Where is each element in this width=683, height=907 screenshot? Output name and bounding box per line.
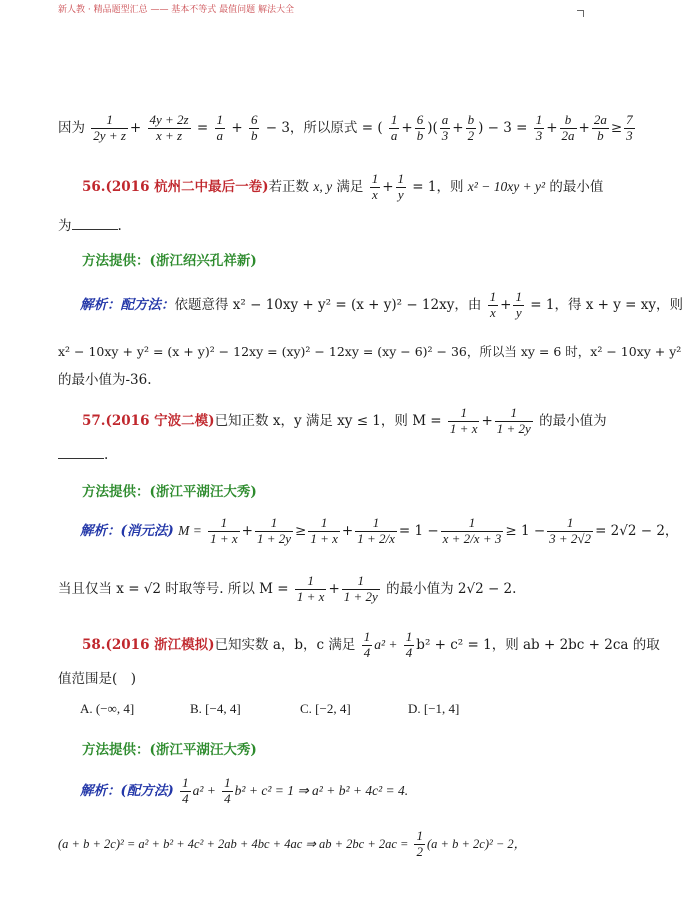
fraction: $\frac{1}{1 + x}$ (296, 573, 325, 604)
fraction: $\frac{1}{x + 2/x + 3}$ (442, 515, 502, 546)
fraction: $\frac{1}{a}$ (390, 112, 398, 143)
problem-57-statement: 57.(2016 宁波二模)已知正数 x，y 满足 xy ≤ 1，则 M = $\frac{1}{1 + x}$ + $\frac{1}{1 + 2y}$ 的最小值为 (82, 405, 607, 436)
fraction: $\frac{1}{2}$ (416, 828, 423, 859)
choice-a: A. (−∞, 4] (80, 701, 135, 716)
problem-58-line2: 值范围是( ) (58, 671, 137, 687)
problem-57-line2: . (58, 446, 108, 463)
fraction: $\frac{1}{1 + 2y}$ (256, 515, 292, 546)
fraction: $\frac{1}{4}$ (182, 775, 189, 806)
method-provider-3: 方法提供：(浙江平湖汪大秀) (82, 742, 257, 758)
fraction: $\frac{b}{2a}$ (561, 112, 575, 143)
fraction: $\frac{a}{3}$ (441, 112, 449, 143)
fraction: $\frac{1}{1 + 2y}$ (496, 405, 531, 436)
answer-blank (58, 446, 104, 459)
fraction: $\frac{1}{1 + x}$ (449, 405, 478, 436)
fraction: $\frac{1}{1 + 2y}$ (343, 573, 378, 604)
fraction: $\frac{1}{1 + 2/x}$ (357, 515, 395, 546)
fraction: $\frac{1}{a}$ (216, 112, 224, 143)
fraction: $\frac{1}{4}$ (224, 775, 231, 806)
intro-line: 因为 $\frac{1}{2y + z}$ + $\frac{4y + 2z}{x + z}$ = $\frac{1}{a}$ + $\frac{6}{b}$ − 3，所以原式 = ( $\frac{1}{a}$ + $\frac{6}{b}$ )( $\frac{a}{3}$ + $\frac{b}{2}$ ) − 3 = $\frac{1}{3}$ + $\frac{b}{2a}$ + $\frac{2a}{b}$ ≥ $\frac{7}{3}$ (58, 112, 633, 143)
fraction: $\frac{1}{x}$ (489, 289, 497, 320)
choice-c: C. [−2, 4] (300, 701, 351, 716)
analysis-2-line2: 当且仅当 x = √2 时取等号. 所以 M = $\frac{1}{1 + x}$ + $\frac{1}{1 + 2y}$ 的最小值为 2√2 − 2. (58, 573, 517, 604)
analysis-1-line1: 解析：配方法：依题意得 x² − 10xy + y² = (x + y)² − 12xy，由 $\frac{1}{x}$ + $\frac{1}{y}$ = 1，得 x + y = xy，则 (80, 289, 683, 320)
problem-56-statement: 56.(2016 杭州二中最后一卷)若正数 x, y 满足 $\frac{1}{x}$ + $\frac{1}{y}$ = 1，则 x² − 10xy + y² 的最小值 (82, 171, 604, 202)
fraction: $\frac{1}{1 + x}$ (310, 515, 338, 546)
corner-mark (577, 10, 584, 17)
fraction: $\frac{6}{b}$ (416, 112, 424, 143)
choice-d: D. [−1, 4] (408, 701, 460, 716)
fraction: $\frac{b}{2}$ (467, 112, 475, 143)
header-strip: 新人教 · 精品题型汇总 —— 基本不等式 最值问题 解法大全 (58, 5, 295, 15)
fraction: $\frac{2a}{b}$ (593, 112, 607, 143)
analysis-1-line2: x² − 10xy + y² = (x + y)² − 12xy = (xy)² − 12xy = (xy − 6)² − 36，所以当 xy = 6 时，x² − 10xy + y² (58, 344, 682, 359)
method-provider-2: 方法提供：(浙江平湖汪大秀) (82, 484, 257, 500)
fraction: $\frac{6}{b}$ (250, 112, 258, 143)
analysis-2-line1: 解析：(消元法) M = $\frac{1}{1 + x}$ + $\frac{1}{1 + 2y}$ ≥ $\frac{1}{1 + x}$ + $\frac{1}{1 + 2/x}$ = 1 − $\frac{1}{x + 2/x + 3}$ ≥ 1 − $\frac{1}{3 + 2√2}$ = 2√2 − 2， (80, 515, 679, 546)
analysis-3-line1: 解析：(配方法) $\frac{1}{4}$ a² + $\frac{1}{4}$ b² + c² = 1 ⇒ a² + b² + 4c² = 4. (80, 775, 409, 806)
intro-lead: 因为 (58, 119, 85, 136)
fraction: $\frac{1}{4}$ (405, 629, 413, 660)
method-provider-1: 方法提供：(浙江绍兴孔祥新) (82, 253, 257, 269)
fraction: $\frac{1}{1 + x}$ (210, 515, 238, 546)
fraction: $\frac{7}{3}$ (626, 112, 633, 143)
fraction: $\frac{4y + 2z}{x + z}$ (149, 112, 189, 143)
fraction: $\frac{1}{2y + z}$ (93, 112, 126, 143)
answer-blank (72, 217, 118, 230)
fraction: $\frac{1}{x}$ (371, 171, 379, 202)
fraction: $\frac{1}{3 + 2√2}$ (549, 515, 592, 546)
fraction: $\frac{1}{4}$ (363, 629, 371, 660)
problem-source: (2016 杭州二中最后一卷) (105, 178, 269, 195)
fraction: $\frac{1}{y}$ (515, 289, 522, 320)
fraction: $\frac{1}{3}$ (535, 112, 543, 143)
analysis-1-line3: 的最小值为-36. (58, 372, 152, 388)
problem-number: 56. (82, 178, 106, 195)
choice-b: B. [−4, 4] (190, 701, 241, 716)
fraction: $\frac{1}{y}$ (397, 171, 404, 202)
problem-58-statement: 58.(2016 浙江模拟)已知实数 a，b，c 满足 $\frac{1}{4}$ a² + $\frac{1}{4}$ b² + c² = 1，则 ab + 2bc + 2ca 的取 (82, 629, 660, 660)
problem-56-line2: 为 . (58, 218, 122, 234)
analysis-3-line2: (a + b + 2c)² = a² + b² + 4c² + 2ab + 4bc + 4ac ⇒ ab + 2bc + 2ac = $\frac{1}{2}$ (a + b + 2c)² − 2， (58, 828, 527, 859)
